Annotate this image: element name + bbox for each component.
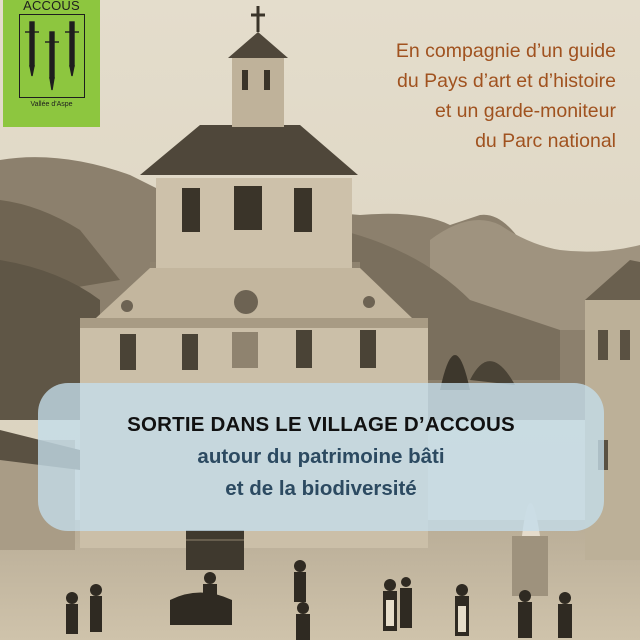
logo-title: ACCOUS: [23, 0, 80, 13]
logo-subtitle: Vallée d'Aspe: [30, 101, 73, 108]
guide-info-line: du Pays d’art et d’histoire: [397, 70, 616, 92]
event-banner: [38, 383, 604, 531]
three-swords-icon: [19, 14, 85, 98]
accous-logo: [3, 0, 100, 127]
event-subtitle-line2: et de la biodiversité: [225, 477, 417, 500]
guide-info-line: En compagnie d’un guide: [395, 40, 616, 62]
event-subtitle-line1: autour du patrimoine bâti: [197, 445, 445, 468]
guide-info: [396, 36, 616, 156]
guide-info-line: du Parc national: [475, 130, 616, 152]
event-title: SORTIE DANS LE VILLAGE D’ACCOUS: [127, 413, 515, 436]
guide-info-line: et un garde-moniteur: [434, 100, 616, 122]
